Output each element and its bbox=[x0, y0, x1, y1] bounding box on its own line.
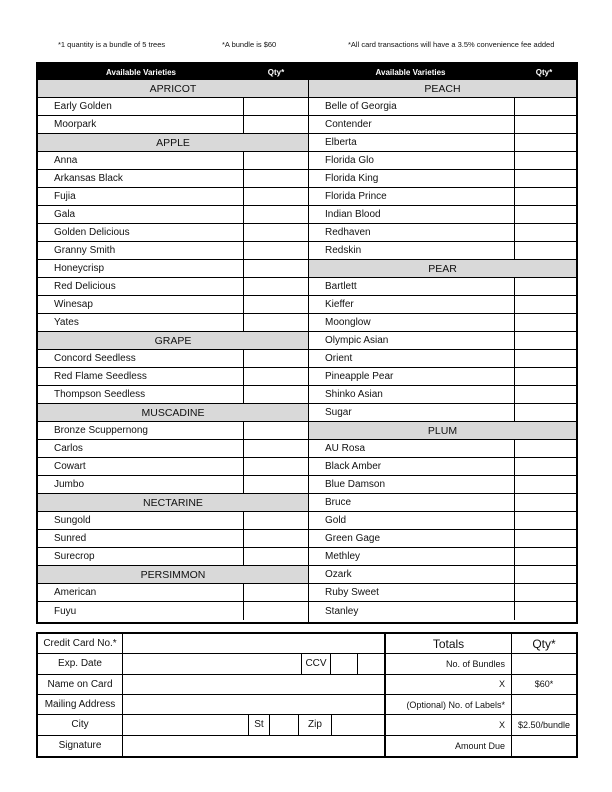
mailing-address-label: Mailing Address bbox=[38, 695, 123, 714]
totals-qty-header: Qty* bbox=[511, 634, 576, 653]
category-header: NECTARINE bbox=[38, 494, 308, 512]
variety-qty-field[interactable] bbox=[514, 350, 576, 367]
variety-name: Anna bbox=[54, 155, 78, 166]
variety-qty-field[interactable] bbox=[243, 440, 308, 457]
variety-name: Methley bbox=[325, 551, 361, 562]
variety-qty-field[interactable] bbox=[514, 458, 576, 475]
variety-row bbox=[38, 296, 308, 314]
category-header: PERSIMMON bbox=[38, 566, 308, 584]
mailing-address-row bbox=[38, 695, 384, 715]
credit-card-label: Credit Card No.* bbox=[38, 634, 123, 653]
variety-name: Olympic Asian bbox=[325, 335, 389, 346]
mailing-address-field[interactable] bbox=[123, 695, 384, 714]
category-header: GRAPE bbox=[38, 332, 308, 350]
variety-row bbox=[309, 368, 576, 386]
variety-name: Golden Delicious bbox=[54, 227, 130, 238]
variety-name: Orient bbox=[325, 353, 353, 364]
variety-row bbox=[309, 116, 576, 134]
state-field[interactable] bbox=[269, 715, 298, 734]
variety-name: Fujia bbox=[54, 191, 76, 202]
variety-row bbox=[309, 278, 576, 296]
variety-qty-field[interactable] bbox=[514, 494, 576, 511]
variety-name: Granny Smith bbox=[54, 245, 116, 256]
bundle-price: $60* bbox=[511, 675, 576, 694]
variety-row bbox=[309, 350, 576, 368]
variety-name: Green Gage bbox=[325, 533, 381, 544]
variety-qty-field[interactable] bbox=[514, 296, 576, 313]
variety-name: Moorpark bbox=[54, 119, 97, 130]
variety-qty-field[interactable] bbox=[243, 152, 308, 169]
labels-row bbox=[386, 695, 576, 715]
variety-row bbox=[38, 116, 308, 134]
variety-row bbox=[38, 476, 308, 494]
variety-name: Sunred bbox=[54, 533, 87, 544]
bundles-field[interactable] bbox=[511, 654, 576, 673]
variety-qty-field[interactable] bbox=[514, 512, 576, 529]
column-header bbox=[309, 64, 576, 80]
variety-name: Fuyu bbox=[54, 605, 77, 617]
variety-qty-field[interactable] bbox=[514, 278, 576, 295]
left-rows bbox=[38, 80, 308, 620]
state-label: St bbox=[248, 715, 269, 734]
variety-name: Red Flame Seedless bbox=[54, 371, 147, 382]
variety-qty-field[interactable] bbox=[243, 476, 308, 493]
variety-row bbox=[38, 206, 308, 224]
variety-qty-field[interactable] bbox=[243, 260, 308, 277]
category-header: MUSCADINE bbox=[38, 404, 308, 422]
category-header: APPLE bbox=[38, 134, 308, 152]
amount-due-row bbox=[386, 736, 576, 756]
variety-qty-field[interactable] bbox=[514, 134, 576, 151]
credit-card-field[interactable] bbox=[123, 634, 384, 653]
variety-row bbox=[38, 422, 308, 440]
variety-name: Red Delicious bbox=[54, 281, 116, 292]
variety-qty-field[interactable] bbox=[514, 188, 576, 205]
variety-row bbox=[38, 224, 308, 242]
category-header: PLUM bbox=[309, 422, 576, 440]
variety-name: Concord Seedless bbox=[54, 353, 136, 364]
exp-date-label: Exp. Date bbox=[38, 654, 123, 673]
variety-row bbox=[309, 224, 576, 242]
variety-qty-field[interactable] bbox=[514, 224, 576, 241]
variety-qty-field[interactable] bbox=[243, 296, 308, 313]
variety-name: Stanley bbox=[325, 605, 359, 617]
label-price-row bbox=[386, 715, 576, 735]
note-bundle-price: *A bundle is $60 bbox=[222, 40, 277, 49]
variety-qty-field[interactable] bbox=[243, 422, 308, 439]
signature-row bbox=[38, 736, 384, 756]
variety-row bbox=[309, 530, 576, 548]
variety-row bbox=[309, 134, 576, 152]
signature-label: Signature bbox=[38, 736, 123, 756]
variety-name: Florida Glo bbox=[325, 155, 374, 166]
variety-qty-field[interactable] bbox=[243, 224, 308, 241]
variety-qty-field[interactable] bbox=[243, 116, 308, 133]
note-bundle-size: *1 quantity is a bundle of 5 trees bbox=[58, 40, 166, 49]
variety-name: Honeycrisp bbox=[54, 263, 105, 274]
variety-row bbox=[38, 278, 308, 296]
variety-row bbox=[309, 566, 576, 584]
variety-row bbox=[309, 548, 576, 566]
variety-row bbox=[309, 98, 576, 116]
variety-qty-field[interactable] bbox=[243, 530, 308, 547]
variety-name: Bruce bbox=[325, 497, 352, 508]
variety-name: Gala bbox=[54, 209, 76, 220]
variety-qty-field[interactable] bbox=[514, 404, 576, 421]
variety-row bbox=[309, 206, 576, 224]
variety-name: Redskin bbox=[325, 245, 362, 256]
variety-row bbox=[38, 386, 308, 404]
variety-qty-field[interactable] bbox=[243, 242, 308, 259]
city-row bbox=[38, 715, 384, 735]
variety-qty-field[interactable] bbox=[243, 512, 308, 529]
variety-row bbox=[309, 458, 576, 476]
multiply-sign: X bbox=[498, 719, 505, 730]
variety-name: Redhaven bbox=[325, 227, 371, 238]
notes-line bbox=[0, 40, 612, 54]
variety-row bbox=[38, 584, 308, 602]
variety-row bbox=[309, 314, 576, 332]
variety-row bbox=[38, 188, 308, 206]
variety-qty-field[interactable] bbox=[243, 314, 308, 331]
variety-name: Yates bbox=[54, 317, 79, 328]
variety-name: Pineapple Pear bbox=[325, 371, 394, 382]
varieties-column-left bbox=[38, 64, 309, 622]
variety-qty-field[interactable] bbox=[243, 548, 308, 565]
variety-name: Belle of Georgia bbox=[325, 101, 397, 112]
variety-name: Sungold bbox=[54, 515, 91, 526]
variety-name: Blue Damson bbox=[325, 479, 386, 490]
ccv-label: CCV bbox=[301, 654, 330, 673]
variety-row bbox=[38, 350, 308, 368]
variety-name: Bronze Scuppernong bbox=[54, 425, 148, 436]
exp-row-spacer bbox=[357, 654, 384, 673]
variety-name: Ruby Sweet bbox=[325, 587, 379, 598]
multiply-sign: X bbox=[498, 679, 505, 690]
variety-qty-field[interactable] bbox=[243, 584, 308, 601]
variety-name: American bbox=[54, 587, 97, 598]
variety-row bbox=[309, 494, 576, 512]
variety-qty-field[interactable] bbox=[243, 458, 308, 475]
variety-name: Black Amber bbox=[325, 461, 382, 472]
variety-qty-field[interactable] bbox=[514, 566, 576, 583]
variety-row bbox=[38, 602, 308, 620]
variety-qty-field[interactable] bbox=[243, 350, 308, 367]
column-header bbox=[38, 64, 308, 80]
variety-qty-field[interactable] bbox=[514, 98, 576, 115]
variety-qty-field[interactable] bbox=[514, 476, 576, 493]
variety-qty-field[interactable] bbox=[243, 368, 308, 385]
variety-row bbox=[309, 188, 576, 206]
variety-row bbox=[38, 440, 308, 458]
variety-row bbox=[309, 440, 576, 458]
variety-name: Kieffer bbox=[325, 299, 354, 310]
amount-due-label: Amount Due bbox=[454, 740, 505, 751]
variety-name: Thompson Seedless bbox=[54, 389, 146, 400]
city-label: City bbox=[38, 715, 123, 734]
right-rows bbox=[309, 80, 576, 620]
variety-row bbox=[309, 404, 576, 422]
variety-row bbox=[38, 314, 308, 332]
variety-name: Early Golden bbox=[54, 101, 112, 112]
zip-label: Zip bbox=[298, 715, 331, 734]
variety-row bbox=[309, 386, 576, 404]
variety-name: AU Rosa bbox=[325, 443, 366, 454]
note-convenience-fee: *All card transactions will have a 3.5% convenience fee added bbox=[348, 40, 555, 49]
label-price: $2.50/bundle bbox=[511, 715, 576, 734]
totals-header-row bbox=[386, 634, 576, 654]
name-on-card-field[interactable] bbox=[123, 675, 384, 694]
variety-name: Bartlett bbox=[325, 281, 357, 292]
category-header: APRICOT bbox=[38, 80, 308, 98]
variety-qty-field[interactable] bbox=[514, 386, 576, 403]
variety-name: Indian Blood bbox=[325, 209, 381, 220]
order-form bbox=[36, 632, 578, 758]
variety-row bbox=[309, 512, 576, 530]
name-on-card-label: Name on Card bbox=[38, 675, 123, 694]
variety-qty-field[interactable] bbox=[514, 314, 576, 331]
credit-card-row bbox=[38, 634, 384, 654]
variety-qty-field[interactable] bbox=[514, 170, 576, 187]
exp-date-field[interactable] bbox=[123, 654, 301, 673]
variety-name: Moonglow bbox=[325, 317, 371, 328]
variety-qty-field[interactable] bbox=[514, 116, 576, 133]
variety-qty-field[interactable] bbox=[514, 206, 576, 223]
variety-name: Sugar bbox=[325, 407, 352, 418]
variety-qty-field[interactable] bbox=[243, 602, 308, 620]
zip-field[interactable] bbox=[331, 715, 384, 734]
signature-field[interactable] bbox=[123, 736, 384, 756]
variety-name: Elberta bbox=[325, 137, 357, 148]
exp-date-row bbox=[38, 654, 384, 674]
variety-qty-field[interactable] bbox=[243, 206, 308, 223]
variety-name: Jumbo bbox=[54, 479, 85, 490]
variety-name: Florida Prince bbox=[325, 191, 387, 202]
variety-name: Ozark bbox=[325, 569, 352, 580]
amount-due-field[interactable] bbox=[511, 736, 576, 756]
variety-row bbox=[38, 458, 308, 476]
variety-qty-field[interactable] bbox=[514, 152, 576, 169]
variety-row bbox=[38, 260, 308, 278]
name-on-card-row bbox=[38, 675, 384, 695]
variety-row bbox=[38, 170, 308, 188]
variety-row bbox=[309, 476, 576, 494]
varieties-header-label: Available Varieties bbox=[375, 67, 446, 77]
totals-title: Totals bbox=[432, 636, 465, 651]
labels-label: (Optional) No. of Labels* bbox=[406, 699, 505, 710]
variety-qty-field[interactable] bbox=[514, 584, 576, 601]
varieties-column-right bbox=[309, 64, 576, 622]
variety-qty-field[interactable] bbox=[514, 242, 576, 259]
totals-section bbox=[386, 632, 578, 758]
variety-name: Arkansas Black bbox=[54, 173, 123, 184]
variety-row bbox=[38, 530, 308, 548]
variety-qty-field[interactable] bbox=[514, 602, 576, 620]
variety-qty-field[interactable] bbox=[514, 368, 576, 385]
variety-name: Gold bbox=[325, 515, 347, 526]
varieties-table bbox=[36, 62, 578, 624]
variety-row bbox=[38, 242, 308, 260]
variety-row bbox=[309, 296, 576, 314]
variety-qty-field[interactable] bbox=[243, 188, 308, 205]
varieties-header-label: Available Varieties bbox=[106, 67, 176, 77]
variety-qty-field[interactable] bbox=[514, 530, 576, 547]
variety-qty-field[interactable] bbox=[514, 332, 576, 349]
variety-name: Winesap bbox=[54, 299, 93, 310]
variety-name: Florida King bbox=[325, 173, 379, 184]
variety-row bbox=[38, 368, 308, 386]
variety-row bbox=[309, 602, 576, 620]
qty-header-label: Qty* bbox=[535, 67, 553, 77]
bundle-price-row bbox=[386, 675, 576, 695]
variety-name: Surecrop bbox=[54, 551, 95, 562]
variety-name: Shinko Asian bbox=[325, 389, 383, 400]
variety-row bbox=[309, 332, 576, 350]
variety-name: Contender bbox=[325, 119, 372, 130]
variety-name: Cowart bbox=[54, 461, 86, 472]
ccv-field[interactable] bbox=[330, 654, 357, 673]
variety-row bbox=[309, 170, 576, 188]
variety-row bbox=[38, 152, 308, 170]
bundles-label: No. of Bundles bbox=[445, 658, 505, 669]
variety-row bbox=[38, 512, 308, 530]
variety-row bbox=[309, 584, 576, 602]
variety-qty-field[interactable] bbox=[243, 278, 308, 295]
variety-qty-field[interactable] bbox=[243, 98, 308, 115]
variety-qty-field[interactable] bbox=[243, 170, 308, 187]
variety-qty-field[interactable] bbox=[514, 548, 576, 565]
labels-field[interactable] bbox=[511, 695, 576, 714]
variety-qty-field[interactable] bbox=[514, 440, 576, 457]
variety-row bbox=[38, 548, 308, 566]
category-header: PEAR bbox=[309, 260, 576, 278]
variety-row bbox=[309, 152, 576, 170]
qty-header-label: Qty* bbox=[267, 67, 285, 77]
variety-qty-field[interactable] bbox=[243, 386, 308, 403]
city-field[interactable] bbox=[123, 715, 248, 734]
bundles-row bbox=[386, 654, 576, 674]
variety-row bbox=[38, 98, 308, 116]
category-header: PEACH bbox=[309, 80, 576, 98]
variety-row bbox=[309, 242, 576, 260]
variety-name: Carlos bbox=[54, 443, 83, 454]
payment-section bbox=[36, 632, 386, 758]
